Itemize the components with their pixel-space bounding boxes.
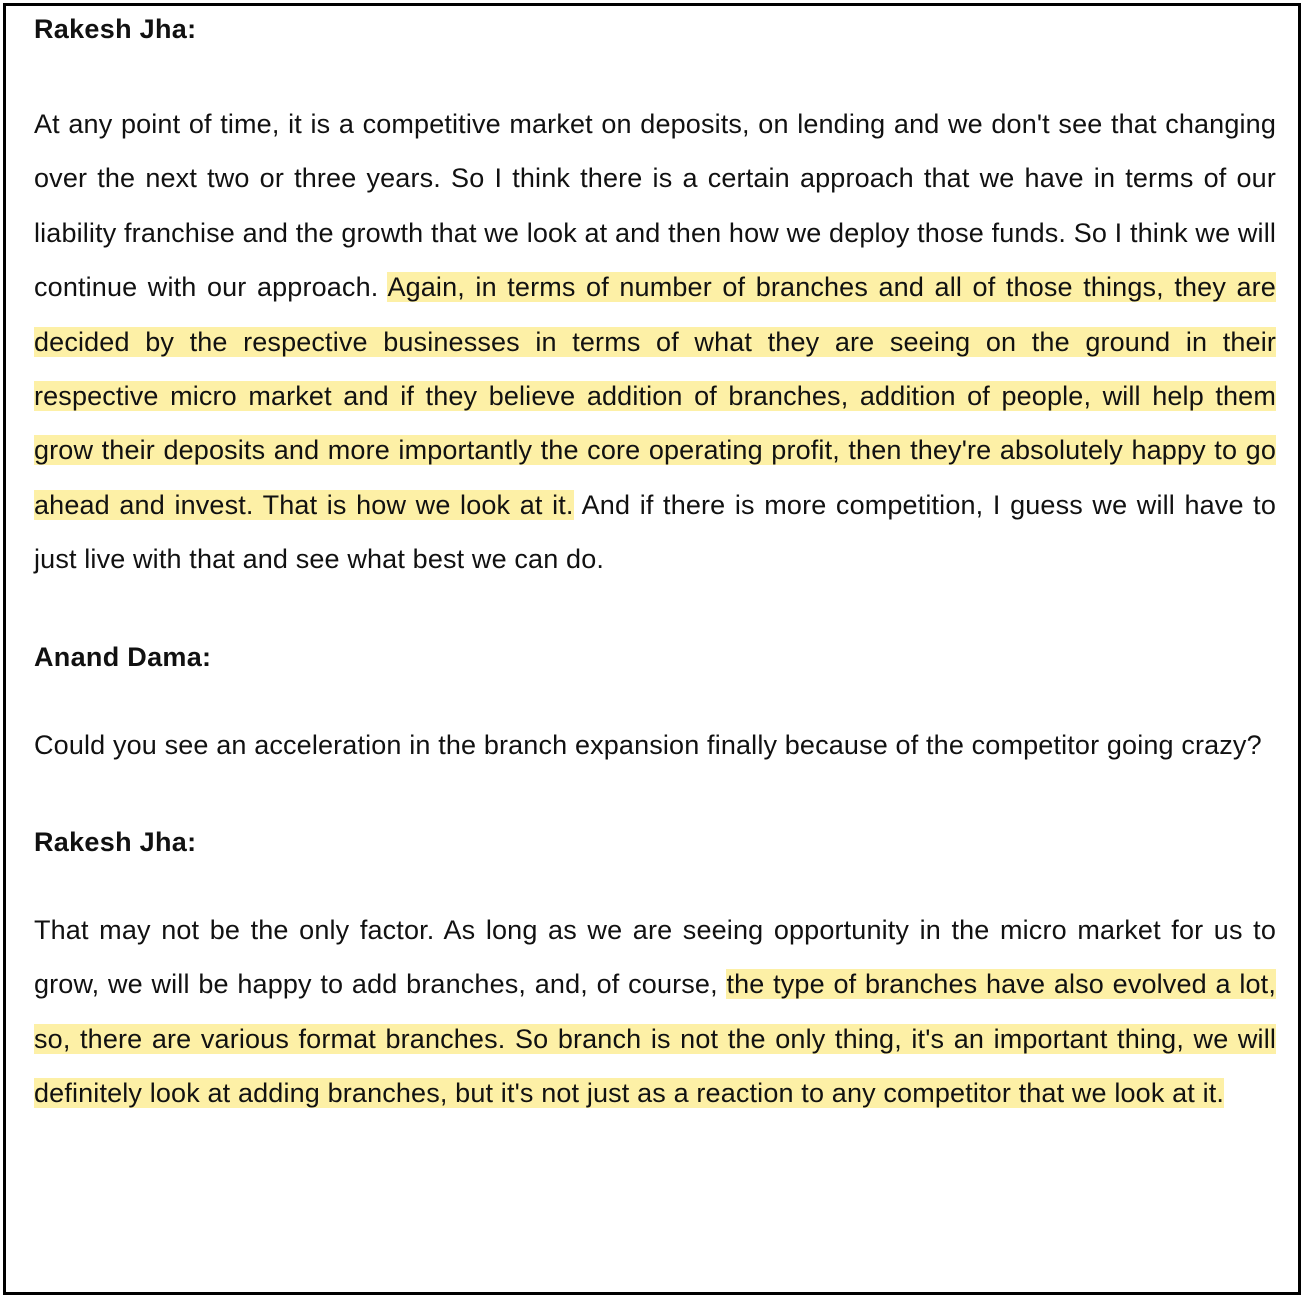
statement-text: That may not be the only factor. As long as we are seeing opportunity in the micro market for us to grow, we will be happy to add branches, and, of course, [34,915,1276,1000]
transcript [34,9,1276,1121]
speaker-statement [34,718,1276,772]
speaker-statement [34,903,1276,1121]
statement-text: Could you see an acceleration in the branch expansion finally because of the competitor going crazy? [34,729,1262,760]
highlighted-text: Again, in terms of number of branches and all of those things, they are decided by the respective businesses in terms of what they are seeing on the ground in their respective micro market and if they believe addition of branches, addition of people, will help them grow their deposits and more importantly the core operating profit, then they're absolutely happy to go ahead and invest. That is how we look at it. [34,272,1276,520]
speaker-statement [34,97,1276,587]
statement-text: And if there is more competition, I guess we will have to just live with that and see what best we can do. [34,489,1276,575]
speaker-name: Rakesh Jha: [34,14,197,44]
statement-text: At any point of time, it is a competitive market on deposits, on lending and we don't see that changing over the next two or three years. So I think there is a certain approach that we have in terms of our liability franchise and the growth that we look at and then how we deploy those funds. So I think we will continue with our approach. [34,109,1276,303]
speaker-name: Anand Dama: [34,641,212,672]
highlighted-text: the type of branches have also evolved a lot, so, there are various format branches. So branch is not the only thing, it's an important thing, we will definitely look at adding branches, but it's not just as a reaction to any competitor that we look at it. [34,969,1276,1109]
speaker-name: Rakesh Jha: [34,827,197,858]
document-frame [3,3,1301,1295]
